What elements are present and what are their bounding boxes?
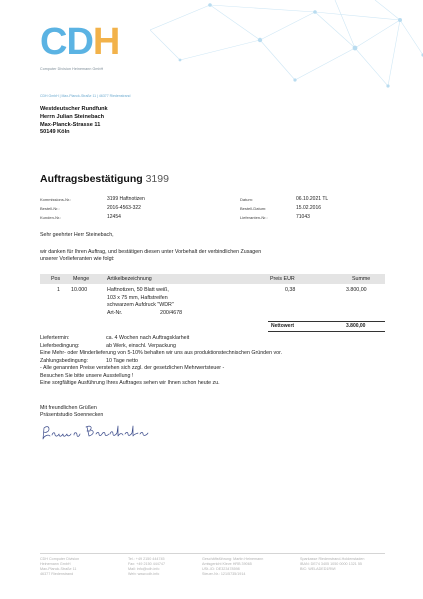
term-value: 10 Tage netto [106,357,139,364]
term-text: - Alle genannten Preise verstehen sich zzgl. der gesetzlichen Mehrwertsteuer - [40,365,225,371]
footer-line: 46377 Riedenstrand [40,572,74,576]
footer-line: Steuer-Nr.: 121/5735/1914 [202,572,246,576]
footer-contact [128,557,165,577]
meta-value: 15.02.2016 [296,205,322,211]
footer-line: Web: www.cdh.info [128,572,160,576]
intro-line: unserer Vorlieferanten wie folgt: [40,256,115,262]
company-logo [40,22,119,62]
meta-label: Bestell-Datum: [240,206,267,211]
footer-line: IBAN: DE74 3405 1050 0000 1321 55 [300,562,362,566]
footer-legal [202,557,263,577]
footer-line: Mail: info@cdh.info [128,567,160,571]
row-menge: 10.000 [71,287,88,293]
footer-line: Max-Planck-Straße 11 [40,567,77,571]
sender-address-line: CDH GmbH | Max-Planck-Straße 11 | 46377 Riedenstrand [40,94,131,98]
footer-line: USt.-ID: DE323478598 [202,567,240,571]
footer-line: CDH Computer Division [40,557,80,561]
term-value: ab Werk, einschl. Verpackung [106,342,176,349]
net-bottom-rule [268,331,385,332]
term-text: Eine sorgfältige Ausführung Ihres Auftrages sehen wir Ihnen schon heute zu. [40,380,220,386]
meta-value: 71043 [296,214,310,220]
logo-letter-c: C [40,21,67,63]
net-label: Nettowert [271,323,295,329]
recipient-line: 50149 Köln [40,129,70,136]
meta-label: Kommissions-Nr.: [40,197,72,202]
net-top-rule [268,321,385,322]
term-text: Eine Mehr- oder Minderlieferung von 5-10% behalten wir uns aus produktionstechnischen Gründen vor. [40,350,283,356]
meta-value: 06.10.2021 TL [296,196,329,202]
desc-line: schwarzem Aufdruck "WDR" [107,302,174,309]
meta-label: Bestell-Nr.: [40,206,60,211]
recipient-line: Max-Planck-Strasse 11 [40,121,101,128]
term-label: Zahlungsbedingung: [40,357,89,364]
desc-line: 103 x 75 mm, Haftstreifen [107,294,168,301]
net-value: 3.800,00 [346,323,366,329]
footer-line: Geschäftsführung: Martin Heinemann [202,557,264,561]
meta-label: Kunden-Nr.: [40,215,62,220]
logo-letter-h: H [92,21,120,63]
recipient-line: Herrn Julian Steinebach [40,113,105,120]
closing [40,405,103,419]
meta-label: Lieferanten-Nr.: [240,215,268,220]
header-artikel: Artikelbezeichnung [107,276,152,282]
footer-company [40,557,79,577]
footer-line: Fax: +49 2150 444747 [128,562,166,566]
article-number-row [107,309,183,318]
term-text: Besuchen Sie bitte unsere Ausstellung ! [40,372,134,379]
closing-line: Präsentstudio Soennecken [40,412,104,418]
row-description [107,287,183,317]
intro-text [40,249,261,263]
network-decoration [150,0,423,90]
footer-line: Sparkasse Riedenstrand-Holdenstaden [300,557,365,561]
header-summe: Summe [352,276,371,282]
row-preis: 0,38 [285,287,296,293]
footer-line: BIC: WELADED1RWI [300,567,336,571]
footer-rule [40,553,385,554]
article-number-value: 200/4678 [160,309,183,316]
footer-line: Heinemann GmbH [40,562,71,566]
title-label: Auftragsbestätigung [40,173,143,185]
header-pos: Pos [51,276,61,282]
intro-line: wir danken für Ihren Auftrag, und bestätigen diesen unter Vorbehalt der verbindlichen Zusagen [40,249,262,255]
term-label: Lieferbedingung: [40,342,80,349]
article-number-label: Art-Nr. [107,309,123,316]
row-pos: 1 [57,287,60,293]
footer-line: Tel.: +49 2150 444745 [128,557,165,561]
recipient-line: Westdeutscher Rundfunk [40,106,108,112]
salutation: Sehr geehrter Herr Steinebach, [40,232,114,238]
title-number: 3199 [145,173,169,185]
handwritten-signature [40,422,160,444]
footer-line: Amtsgericht Kleve HRB 39065 [202,562,252,566]
logo-letter-d: D [66,21,93,63]
closing-line: Mit freundlichen Grüßen [40,405,97,411]
recipient-address [40,106,108,137]
meta-value: 2016-4563-322 [107,205,141,211]
term-label: Liefertermin: [40,335,70,341]
table-header [40,274,385,284]
meta-value: 3199 Haftnotizen [107,196,145,202]
logo-subtitle: Computer Division Heinemann GmbH [40,67,104,71]
meta-value: 12454 [107,214,121,220]
document-title [40,173,169,185]
meta-label: Datum: [240,197,253,202]
header-menge: Menge [73,276,90,282]
header-preis: Preis EUR [270,276,295,282]
footer-bank [300,557,364,572]
desc-line: Haftnotizen, 50 Blatt weiß, [107,287,169,293]
term-value: ca. 4 Wochen nach Auftragsklarheit [106,335,190,341]
row-summe: 3.800,00 [346,287,367,293]
